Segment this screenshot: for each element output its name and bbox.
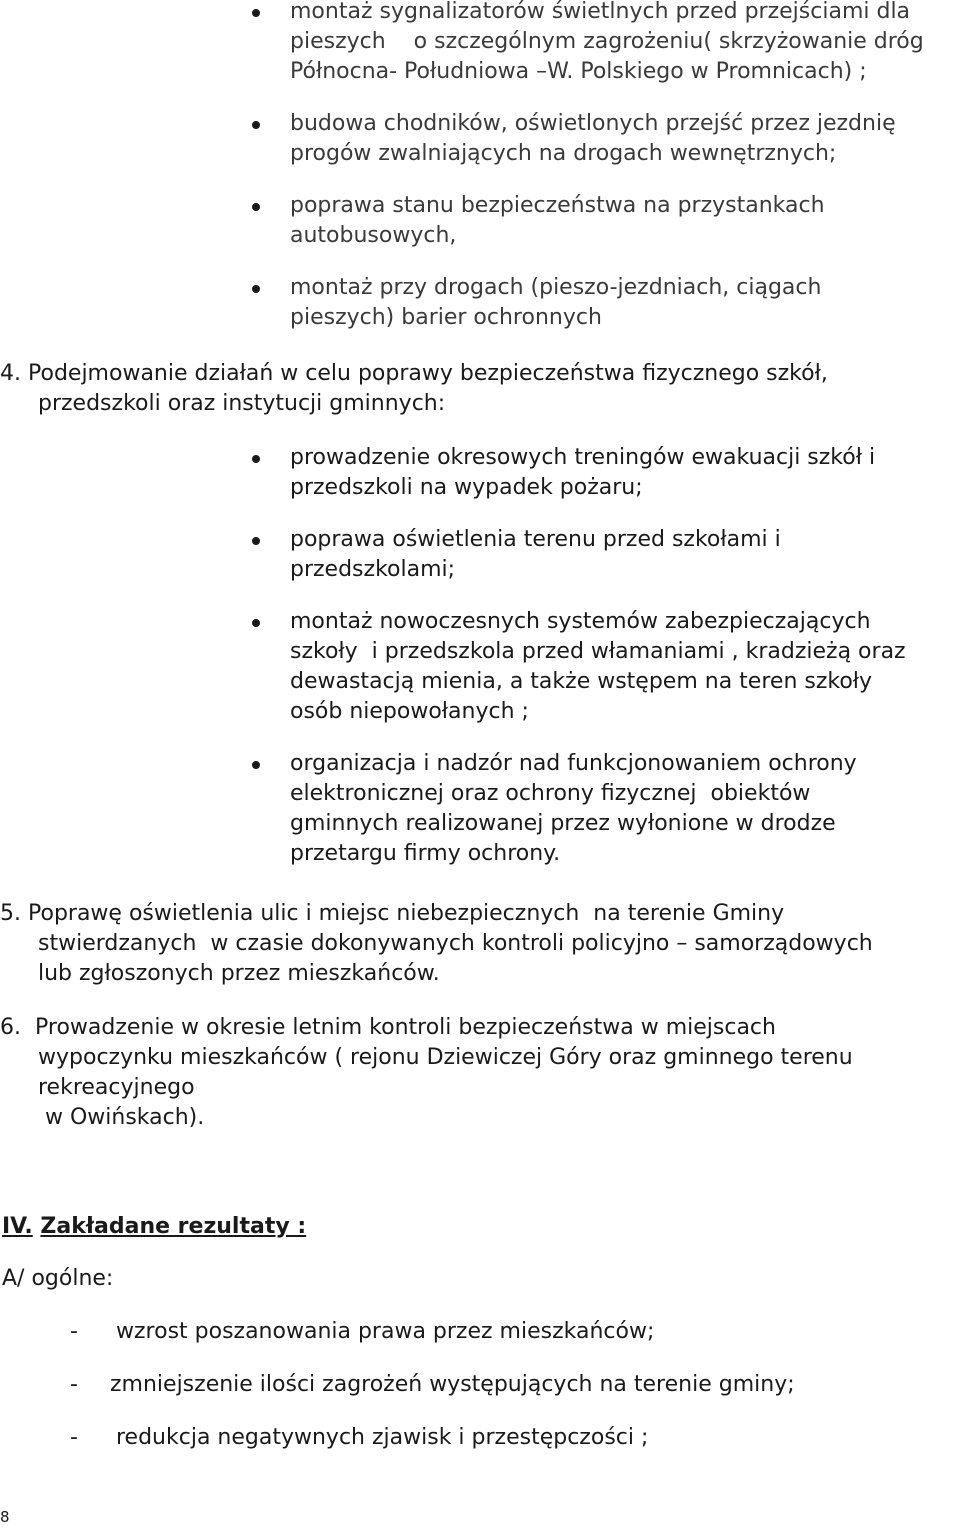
subsection-label: A/ ogólne: — [2, 1266, 114, 1291]
bullet-icon — [252, 455, 260, 463]
numbered-item-4: 4. Podejmowanie działań w celu poprawy bezpieczeństwa fizycznego szkół, przedszkoli oraz instytucji gminnych: — [0, 361, 828, 416]
list-item: poprawa oświetlenia terenu przed szkołami i przedszkolami; — [0, 525, 960, 585]
bullet-icon — [252, 285, 260, 293]
bullet-icon — [252, 9, 260, 17]
numbered-item-5: 5. Poprawę oświetlenia ulic i miejsc niebezpiecznych na terenie Gminy stwierdzanych w czasie dokonywanych kontroli policyjno – samorządowych lub zgłoszonych przez mieszkańców. — [0, 901, 873, 986]
dash-marker: - — [70, 1319, 78, 1344]
list-item: montaż sygnalizatorów świetlnych przed przejściami dla pieszych o szczególnym zagrożeniu( skrzyżowanie dróg Północna- Południowa –W. Polskiego w Promnicach) ; — [0, 0, 960, 87]
section-heading — [2, 1212, 306, 1242]
bullet-list-school-safety — [0, 443, 960, 869]
bullet-icon — [252, 761, 260, 769]
list-item: montaż nowoczesnych systemów zabezpieczających szkoły i przedszkola przed włamaniami , kradzieżą oraz dewastacją mienia, a także wstępem na teren szkoły osób niepowołanych ; — [0, 607, 960, 727]
section-number: IV. — [2, 1214, 33, 1239]
numbered-item-6: 6. Prowadzenie w okresie letnim kontroli bezpieczeństwa w miejscach wypoczynku mieszkańców ( rejonu Dziewiczej Góry oraz gminnego terenu rekreacyjnego w Owińskach). — [0, 1015, 853, 1130]
section-title: Zakładane rezultaty : — [40, 1214, 307, 1239]
list-item: montaż przy drogach (pieszo-jezdniach, ciągach pieszych) barier ochronnych — [0, 273, 960, 333]
dash-list-item: - wzrost poszanowania prawa przez mieszkańców; — [70, 1317, 654, 1347]
bullet-icon — [252, 537, 260, 545]
dash-marker: - — [70, 1425, 78, 1450]
item-number: 6. — [0, 1015, 21, 1040]
bullet-icon — [252, 203, 260, 211]
list-item: organizacja i nadzór nad funkcjonowaniem ochrony elektronicznej oraz ochrony fizycznej obiektów gminnych realizowanej przez wyłonione w drodze przetargu firmy ochrony. — [0, 749, 960, 869]
list-item: prowadzenie okresowych treningów ewakuacji szkół i przedszkoli na wypadek pożaru; — [0, 443, 960, 503]
page-number: 8 — [0, 1508, 10, 1526]
list-item: poprawa stanu bezpieczeństwa na przystankach autobusowych, — [0, 191, 960, 251]
bullet-list-road-safety — [0, 0, 960, 333]
list-item: budowa chodników, oświetlonych przejść przez jezdnię progów zwalniających na drogach wewnętrznych; — [0, 109, 960, 169]
dash-list-item: - zmniejszenie ilości zagrożeń występujących na terenie gminy; — [70, 1370, 795, 1400]
bullet-icon — [252, 121, 260, 129]
dash-marker: - — [70, 1372, 78, 1397]
item-number: 4. — [0, 361, 21, 386]
bullet-icon — [252, 619, 260, 627]
item-number: 5. — [0, 901, 21, 926]
dash-list-item: - redukcja negatywnych zjawisk i przestępczości ; — [70, 1423, 648, 1453]
